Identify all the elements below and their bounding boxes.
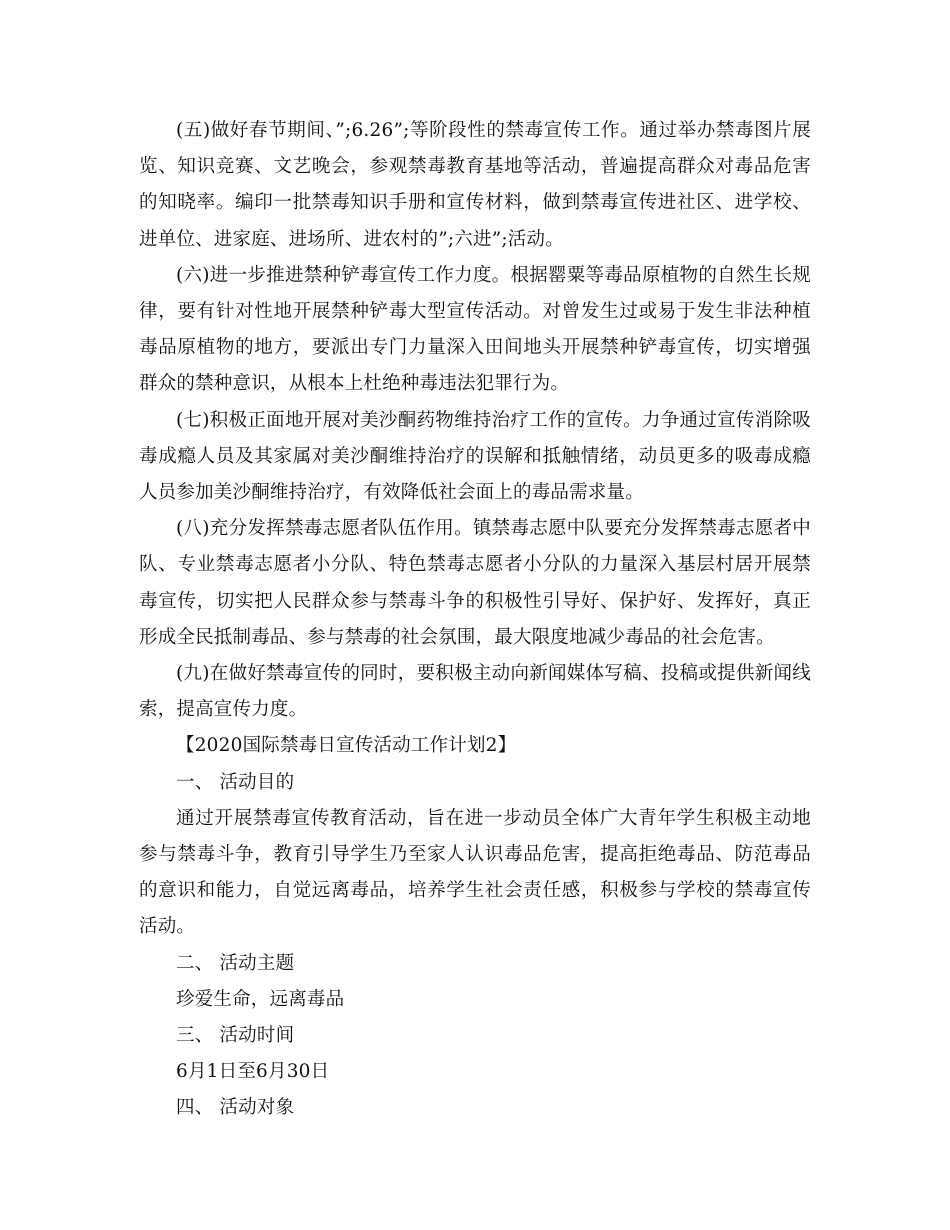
heading-activity-theme: 二、 活动主题 (176, 952, 295, 974)
paragraph-activity-purpose: 通过开展禁毒宣传教育活动，旨在进一步动员全体广大青年学生积极主动地参与禁毒斗争，教育引导学生乃至家人认识毒品危害，提高拒绝毒品、防范毒品的意识和能力，自觉远离毒品，培养学生社会责任感，积极参与学校的禁毒宣传活动。 (139, 807, 811, 938)
paragraph-section-6: (六)进一步推进禁种铲毒宣传工作力度。根据罂粟等毒品原植物的自然生长规律，要有针对性地开展禁种铲毒大型宣传活动。对曾发生过或易于发生非法种植毒品原植物的地方，要派出专门力量深入田间地头开展禁种铲毒宣传，切实增强群众的禁种意识，从根本上杜绝种毒违法犯罪行为。 (139, 264, 811, 395)
activity-time-text: 6月1日至6月30日 (176, 1061, 330, 1083)
heading-activity-target: 四、 活动对象 (176, 1097, 295, 1119)
heading-activity-purpose: 一、 活动目的 (176, 771, 295, 793)
document-body (139, 113, 811, 1127)
heading-activity-time: 三、 活动时间 (176, 1025, 295, 1047)
paragraph-section-5: (五)做好春节期间、”;6.26”;等阶段性的禁毒宣传工作。通过举办禁毒图片展览、知识竞赛、文艺晚会，参观禁毒教育基地等活动，普遍提高群众对毒品危害的知晓率。编印一批禁毒知识手册和宣传材料，做到禁毒宣传进社区、进学校、进单位、进家庭、进场所、进农村的”;六进”;活动。 (139, 120, 811, 250)
paragraph-section-8: (八)充分发挥禁毒志愿者队伍作用。镇禁毒志愿中队要充分发挥禁毒志愿者中队、专业禁毒志愿者小分队、特色禁毒志愿者小分队的力量深入基层村居开展禁毒宣传，切实把人民群众参与禁毒斗争的积极性引导好、保护好、发挥好，真正形成全民抵制毒品、参与禁毒的社会氛围，最大限度地减少毒品的社会危害。 (139, 518, 811, 648)
plan-2-heading: 【2020国际禁毒日宣传活动工作计划2】 (176, 735, 517, 757)
paragraph-section-7: (七)积极正面地开展对美沙酮药物维持治疗工作的宣传。力争通过宣传消除吸毒成瘾人员及其家属对美沙酮维持治疗的误解和抵触情绪，动员更多的吸毒成瘾人员参加美沙酮维持治疗，有效降低社会面上的毒品需求量。 (139, 409, 811, 504)
paragraph-section-9: (九)在做好禁毒宣传的同时，要积极主动向新闻媒体写稿、投稿或提供新闻线索，提高宣传力度。 (139, 663, 811, 721)
activity-theme-text: 珍爱生命，远离毒品 (176, 988, 345, 1010)
